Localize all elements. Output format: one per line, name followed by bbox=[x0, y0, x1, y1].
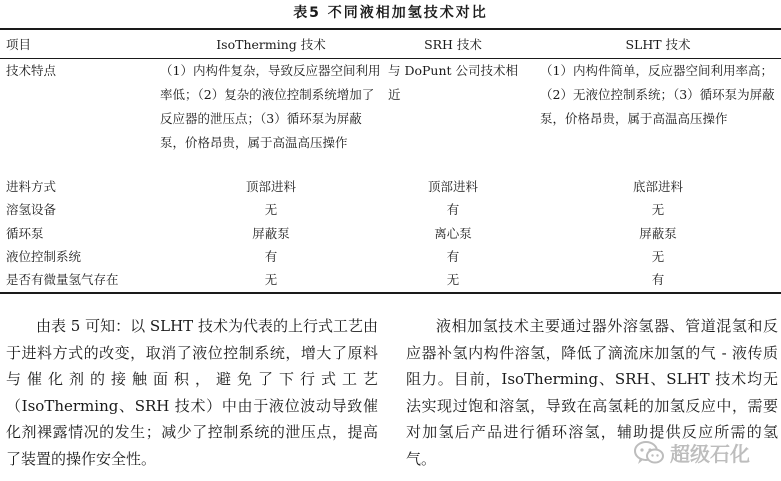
table-top-rule bbox=[0, 28, 781, 30]
row-label-pump: 循环泵 bbox=[6, 226, 44, 241]
header-srh: SRH 技术 bbox=[424, 37, 482, 52]
header-isotherming: IsoTherming 技术 bbox=[216, 37, 326, 52]
cell-trace-hydrogen-isotherming: 无 bbox=[264, 272, 278, 287]
cell-feed-srh: 顶部进料 bbox=[427, 179, 478, 194]
wechat-icon bbox=[634, 440, 664, 466]
row-label-level-control: 液位控制系统 bbox=[6, 249, 82, 264]
features-srh: 与 DoPunt 公司技术相近 bbox=[388, 63, 519, 102]
row-label-trace-hydrogen: 是否有微量氢气存在 bbox=[6, 272, 119, 287]
cell-pump-srh: 离心泵 bbox=[434, 226, 472, 241]
cell-pump-slht: 屏蔽泵 bbox=[639, 226, 677, 241]
cell-dissolver-srh: 有 bbox=[446, 202, 460, 217]
row-label-feed: 进料方式 bbox=[6, 179, 57, 194]
cell-trace-hydrogen-slht: 有 bbox=[651, 272, 665, 287]
cell-feed-isotherming: 顶部进料 bbox=[245, 179, 296, 194]
watermark bbox=[634, 438, 750, 467]
watermark-text: 超级石化 bbox=[670, 442, 750, 466]
cell-dissolver-isotherming: 无 bbox=[264, 202, 278, 217]
header-item: 项目 bbox=[6, 37, 32, 52]
cell-pump-isotherming: 屏蔽泵 bbox=[252, 226, 290, 241]
cell-level-control-slht: 无 bbox=[651, 249, 665, 264]
cell-feed-slht: 底部进料 bbox=[632, 179, 683, 194]
cell-level-control-isotherming: 有 bbox=[264, 249, 278, 264]
table-caption: 表5 不同液相加氢技术对比 bbox=[293, 5, 488, 21]
features-isotherming: （1）内构件复杂，导致反应器空间利用率低；（2）复杂的液位控制系统增加了反应器的泄压点；（3）循环泵为屏蔽泵，价格昂贵，属于高温高压操作 bbox=[160, 63, 381, 150]
body-paragraph-left: 由表 5 可知：以 SLHT 技术为代表的上行式工艺由于进料方式的改变，取消了液位控制系统，增大了原料与催化剂的接触面积，避免了下行式工艺（IsoTherming、SRH 技术）中由于液位波动导致催化剂裸露情况的发生；减少了控制系统的泄压点，提高了装置的操作安全性。 bbox=[6, 317, 378, 468]
cell-level-control-srh: 有 bbox=[446, 249, 460, 264]
row-label-dissolver: 溶氢设备 bbox=[6, 202, 57, 217]
table-bottom-rule bbox=[0, 292, 781, 294]
header-slht: SLHT 技术 bbox=[625, 37, 691, 52]
body-paragraph-right: 液相加氢技术主要通过器外溶氢器、管道混氢和反应器补氢内构件溶氢，降低了滴流床加氢的气 - 液传质阻力。目前，IsoTherming、SRH、SLHT 技术均无法实现过饱和溶氢，导致在高氢耗的加氢反应中，需要对加氢后产品进行循环溶氢，辅助提供反应所需的氢气。 bbox=[406, 317, 778, 468]
cell-trace-hydrogen-srh: 无 bbox=[446, 272, 460, 287]
cell-dissolver-slht: 无 bbox=[651, 202, 665, 217]
features-slht: （1）内构件简单，反应器空间利用率高；（2）无液位控制系统；（3）循环泵为屏蔽泵，价格昂贵，属于高温高压操作 bbox=[540, 63, 775, 126]
row-label-features: 技术特点 bbox=[6, 63, 57, 78]
